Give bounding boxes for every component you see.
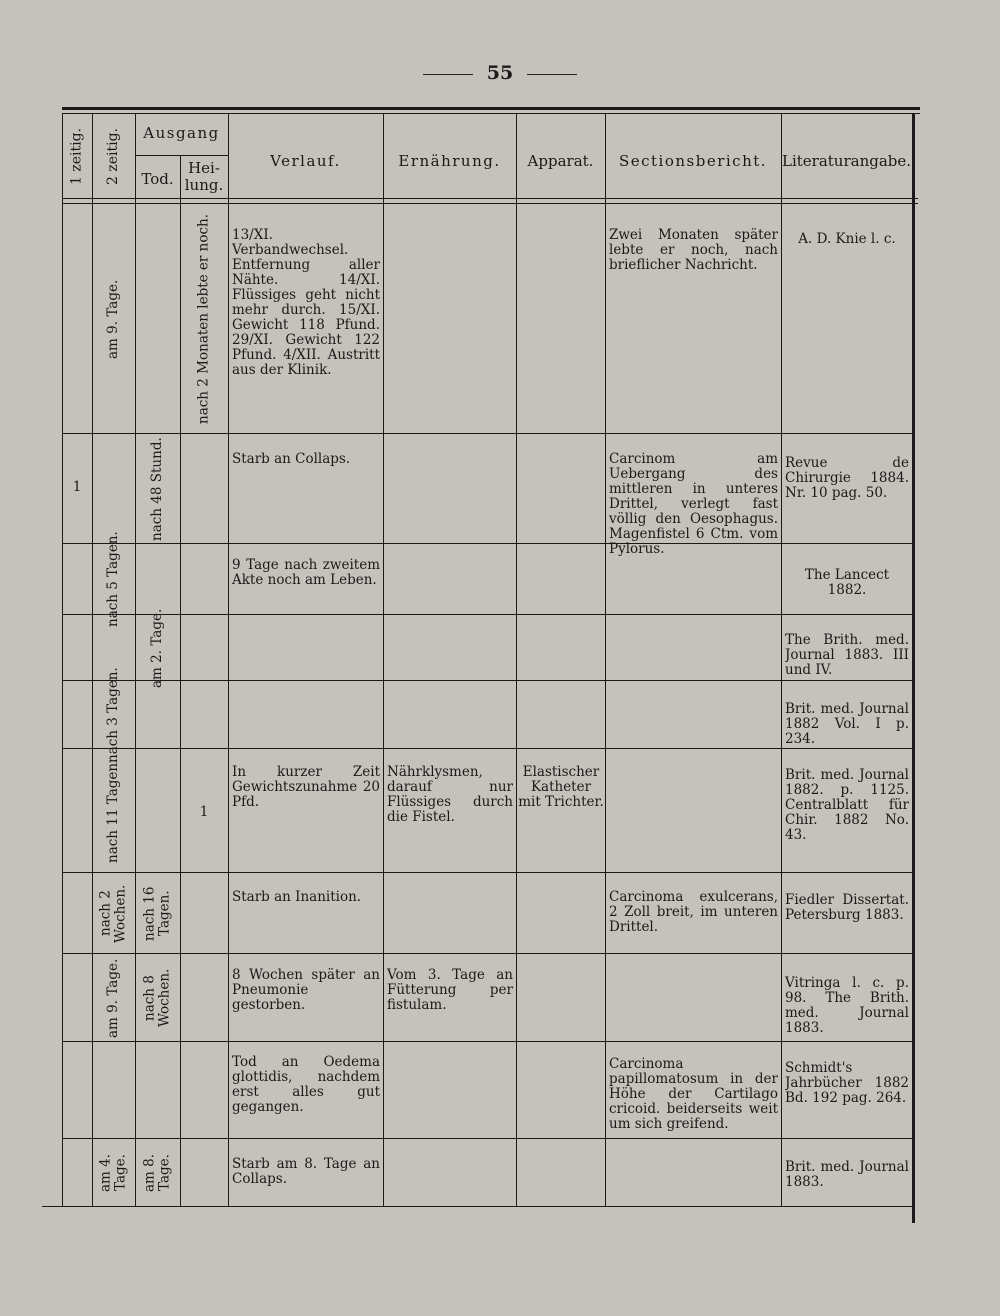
dash-right: [527, 74, 577, 75]
header-apparat: Apparat.: [527, 152, 594, 170]
table-bottom-rule: [42, 1206, 912, 1207]
r2-col1: 1: [72, 480, 82, 495]
vline-right: [912, 113, 915, 1223]
row-sep-8: [62, 1041, 912, 1042]
table-top-rule-inner: [62, 113, 920, 114]
row-sep-6: [62, 872, 912, 873]
row-sep-3: [62, 614, 912, 615]
r9-section: Carcinoma papillomatosum in der Höhe der Cartilago cricoid. beiderseits weit um sich greifend.: [609, 1057, 778, 1132]
table-top-rule: [62, 107, 920, 110]
r6-heilung: 1: [199, 805, 209, 820]
header-col1: 1 zeitig.: [68, 128, 85, 186]
r7-col2: nach 2 Wochen.: [97, 884, 129, 943]
r3-literatur: The Lancect 1882.: [804, 568, 890, 598]
header-col2: 2 zeitig.: [105, 128, 121, 186]
header-section: Sectionsbericht.: [618, 152, 768, 170]
r8-col2: am 9. Tage.: [105, 958, 121, 1038]
vline-heilung: [228, 113, 229, 1206]
r5-col2: nach 3 Tagen.: [105, 667, 121, 763]
r8-tod: nach 8 Wochen.: [141, 968, 173, 1028]
r1-literatur: A. D. Knie l. c.: [798, 232, 896, 247]
row-sep-7: [62, 953, 912, 954]
r9-literatur: Schmidt's Jahrbücher 1882 Bd. 192 pag. 264.: [785, 1061, 909, 1106]
vline-section: [781, 113, 782, 1206]
row-sep-4: [62, 680, 912, 681]
header-heilung: Hei- lung.: [184, 159, 224, 194]
r4-tod: am 2. Tage.: [149, 608, 165, 688]
header-literatur: Literaturangabe.: [781, 152, 912, 170]
page-number-text: 55: [486, 62, 514, 84]
r3-verlauf: 9 Tage nach zweitem Akte noch am Leben.: [232, 558, 380, 588]
r6-verlauf: In kurzer Zeit Gewichtszunahme 20 Pfd.: [232, 765, 380, 810]
r6-col2: nach 11 Tagen.: [105, 758, 121, 864]
r1-heilung: nach 2 Monaten lebte er noch.: [195, 213, 212, 425]
r8-literatur: Vitringa l. c. p. 98. The Brith. med. Journal 1883.: [785, 976, 909, 1036]
header-tod: Tod.: [141, 170, 174, 188]
r6-apparat: Elastischer Katheter mit Trichter.: [518, 765, 604, 810]
vline-apparat: [605, 113, 606, 1206]
r7-section: Carcinoma exulcerans, 2 Zoll breit, im unteren Drittel.: [609, 890, 778, 935]
r1-verlauf: 13/XI. Verbandwechsel. Entfernung aller Nähte. 14/XI. Flüssiges geht nicht mehr durch. 15/XI. Gewicht 118 Pfund. 29/XI. Gewicht 122 Pfund. 4/XII. Austritt aus der Klinik.: [232, 228, 380, 378]
vline-verlauf: [383, 113, 384, 1206]
r6-literatur: Brit. med. Journal 1882. p. 1125. Centralblatt für Chir. 1882 No. 43.: [785, 768, 909, 843]
r9-verlauf: Tod an Oedema glottidis, nachdem erst alles gut gegangen.: [232, 1055, 380, 1115]
r7-literatur: Fiedler Dissertat. Petersburg 1883.: [785, 893, 909, 923]
row-sep-2: [62, 543, 912, 544]
row-sep-9: [62, 1138, 912, 1139]
r8-verlauf: 8 Wochen später an Pneumonie gestorben.: [232, 968, 380, 1013]
r2-verlauf: Starb an Collaps.: [232, 452, 351, 467]
row-sep-5: [62, 748, 912, 749]
r1-col2: am 9. Tage.: [105, 279, 121, 359]
r2-literatur: Revue de Chirurgie 1884. Nr. 10 pag. 50.: [785, 456, 909, 501]
r2-section: Carcinom am Uebergang des mittleren in unteres Drittel, verlegt fast völlig den Oesophagus. Magenfistel 6 Ctm. vom Pylorus.: [609, 452, 778, 557]
r5-literatur: Brit. med. Journal 1882 Vol. I p. 234.: [785, 702, 909, 747]
ausgang-underline: [135, 155, 228, 156]
r2-tod: nach 48 Stund.: [149, 437, 165, 541]
r4-literatur: The Brith. med. Journal 1883. III und IV.: [785, 633, 909, 678]
r7-verlauf: Starb an Inanition.: [232, 890, 362, 905]
r7-tod: nach 16 Tagen.: [141, 886, 173, 941]
vline-ernaehrung: [516, 113, 517, 1206]
header-bottom-rule: [62, 198, 918, 199]
header-verlauf: Verlauf.: [270, 152, 341, 170]
r1-section: Zwei Monaten später lebte er noch, nach brieflicher Nachricht.: [609, 228, 778, 273]
header-ausgang: Ausgang: [143, 124, 220, 142]
r3-col2: nach 5 Tagen.: [105, 531, 121, 628]
header-bottom-rule-2: [62, 203, 918, 204]
dash-left: [423, 74, 473, 75]
row-sep-1: [62, 433, 912, 434]
r10-col2: am 4. Tage.: [97, 1153, 129, 1193]
page-number: [0, 62, 1000, 84]
header-ernaehrung: Ernährung.: [398, 152, 501, 170]
r8-ernaehrung: Vom 3. Tage an Fütterung per fistulam.: [387, 968, 513, 1013]
r10-tod: am 8. Tage.: [141, 1153, 173, 1193]
r6-ernaehrung: Nährklysmen, darauf nur Flüssiges durch die Fistel.: [387, 765, 513, 825]
r10-literatur: Brit. med. Journal 1883.: [785, 1160, 909, 1190]
r10-verlauf: Starb am 8. Tage an Collaps.: [232, 1157, 380, 1187]
vline-left: [62, 113, 63, 1206]
